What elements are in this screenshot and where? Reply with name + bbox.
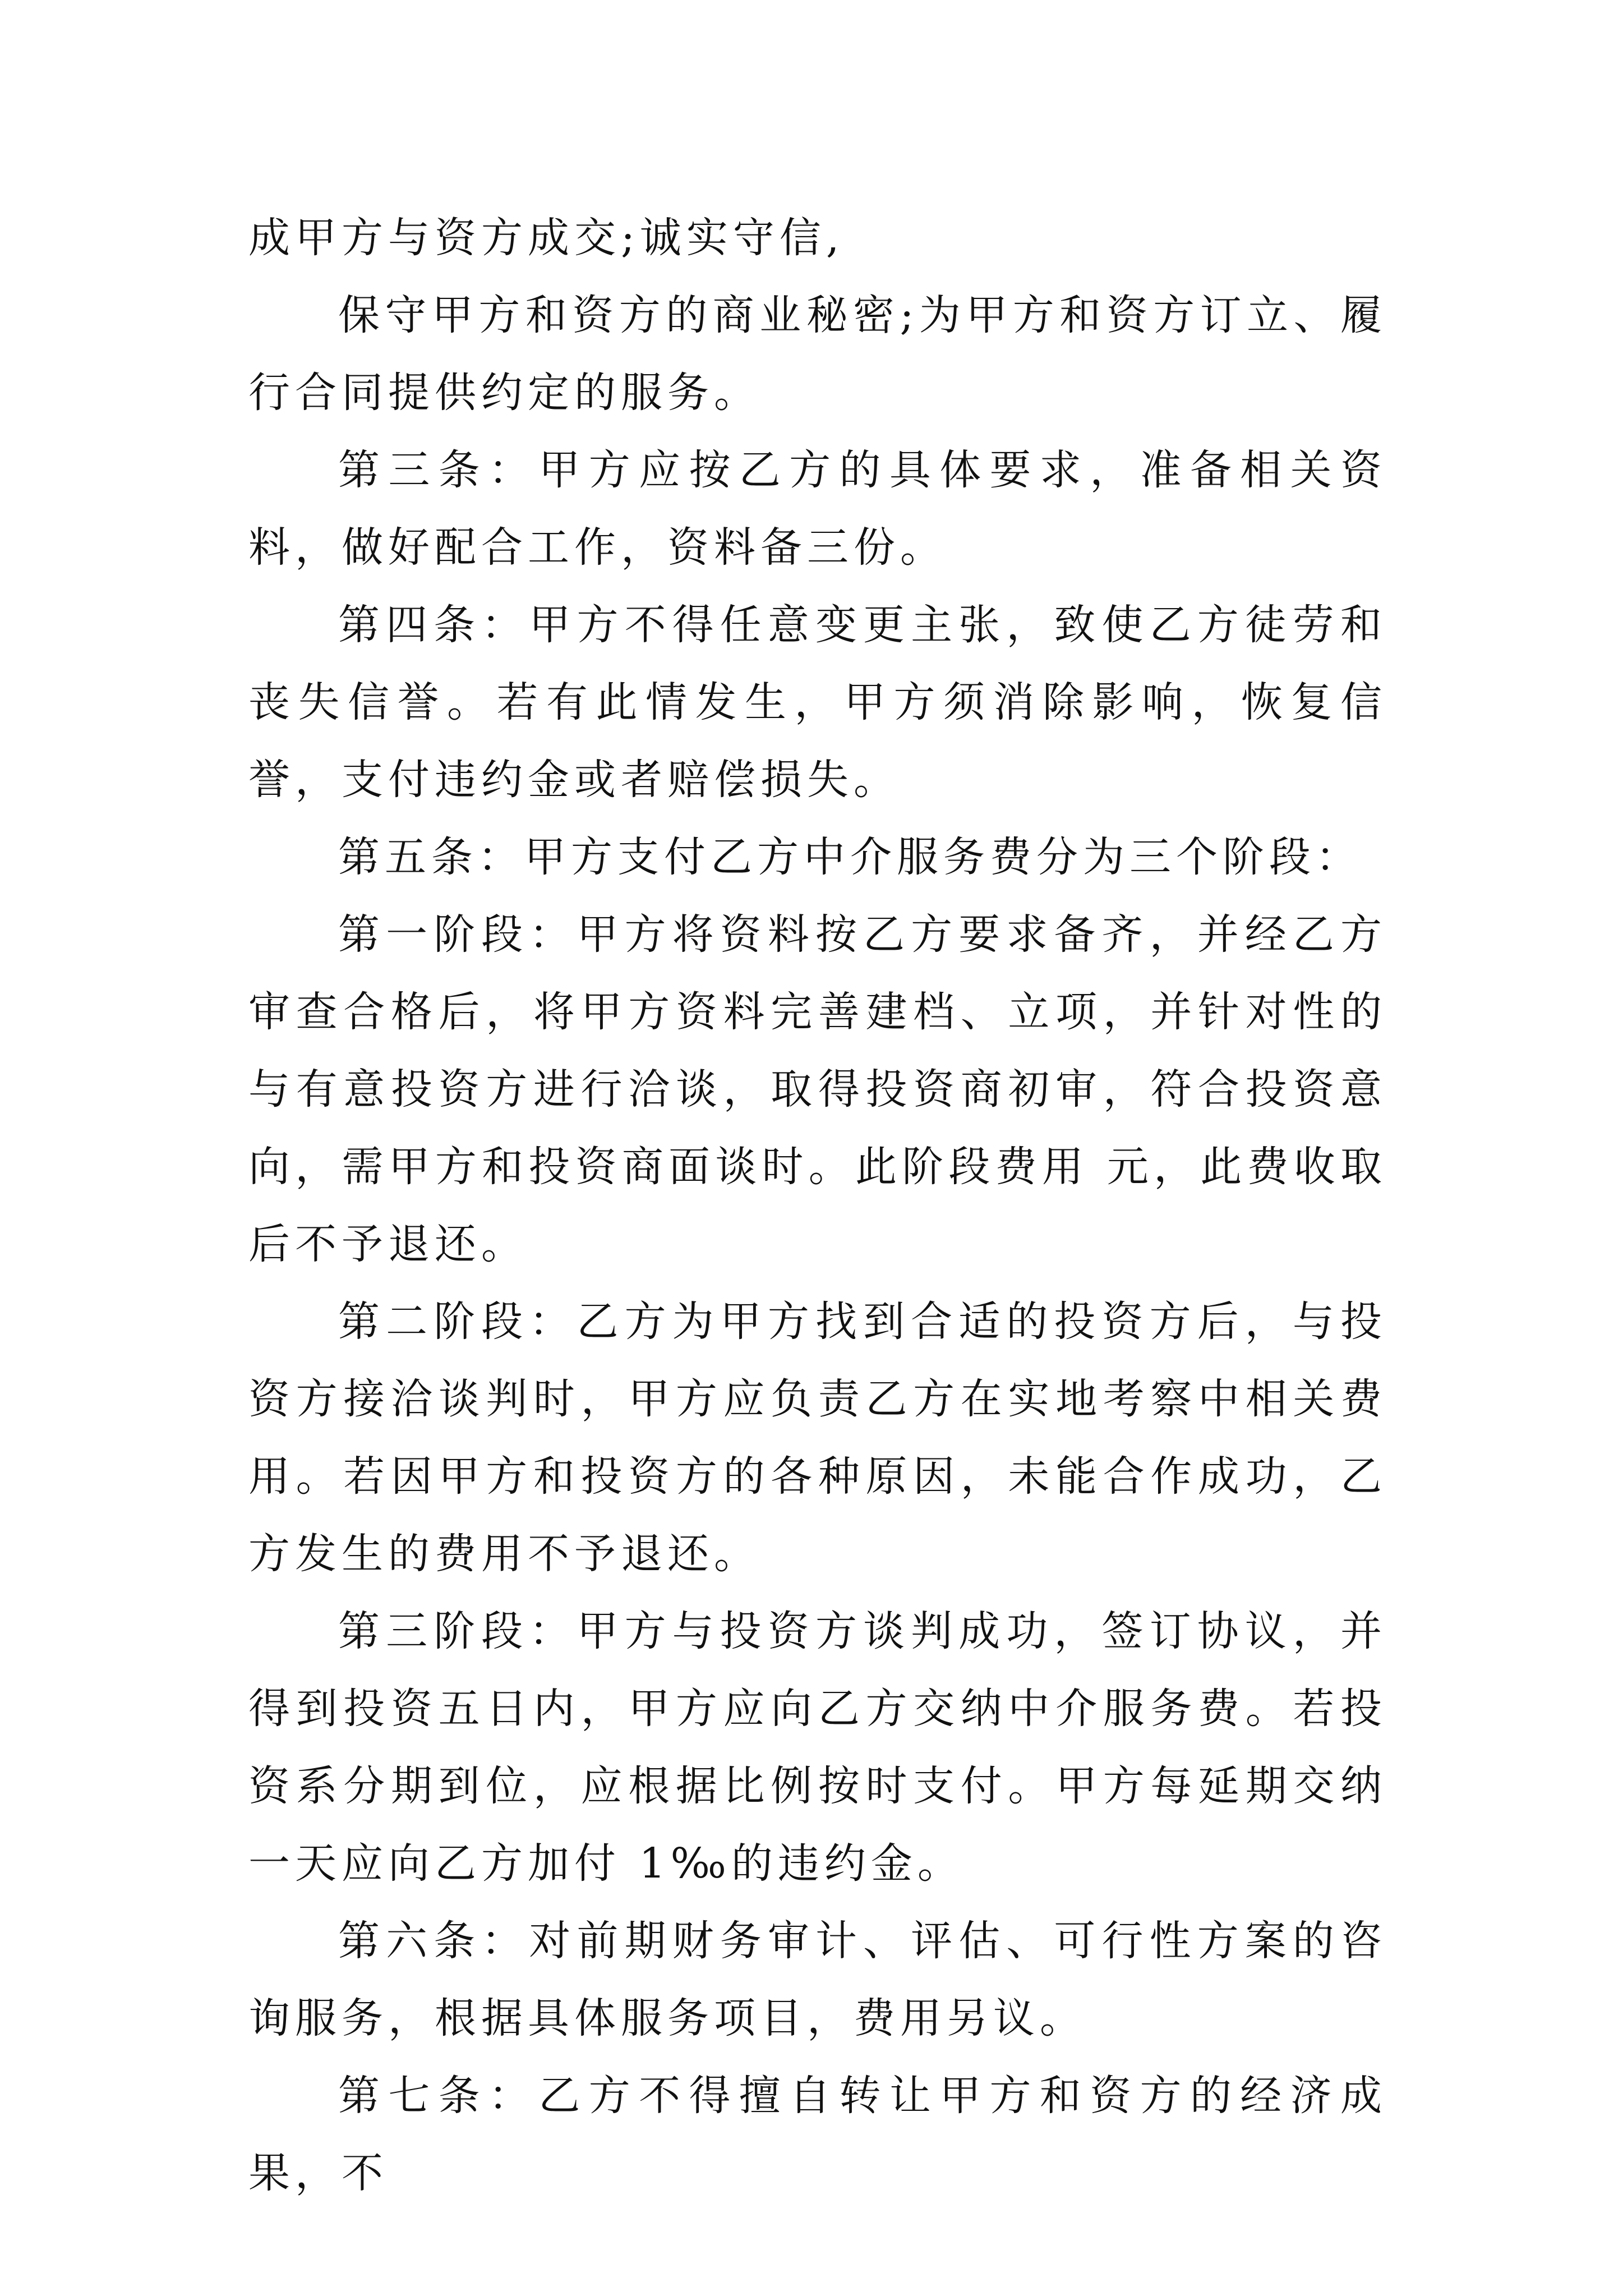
paragraph-article-7: 第七条：乙方不得擅自转让甲方和资方的经济成果，不	[248, 2072, 1387, 2197]
paragraph-stage-3: 第三阶段：甲方与投资方谈判成功，签订协议，并得到投资五日内，甲方应向乙方交纳中介服务费。若投资系分期到位，应根据比例按时支付。甲方每延期交纳一天应向乙方加付 1‰的违约金。	[248, 1607, 1387, 1888]
paragraph-stage-2: 第二阶段：乙方为甲方找到合适的投资方后，与投资方接洽谈判时，甲方应负责乙方在实地考察中相关费用。若因甲方和投资方的各种原因，未能合作成功，乙方发生的费用不予退还。	[248, 1297, 1387, 1578]
paragraph-article-5: 第五条：甲方支付乙方中介服务费分为三个阶段：	[338, 833, 1362, 881]
paragraph-2: 保守甲方和资方的商业秘密;为甲方和资方订立、履行合同提供约定的服务。	[248, 291, 1387, 417]
paragraph-article-6: 第六条：对前期财务审计、评估、可行性方案的咨询服务，根据具体服务项目，费用另议。	[248, 1917, 1387, 2042]
paragraph-article-4: 第四条：甲方不得任意变更主张，致使乙方徒劳和丧失信誉。若有此情发生，甲方须消除影响，恢复信誉，支付违约金或者赔偿损失。	[248, 601, 1387, 804]
paragraph-article-3: 第三条：甲方应按乙方的具体要求，准备相关资料，做好配合工作，资料备三份。	[248, 446, 1387, 572]
paragraph-stage-1: 第一阶段：甲方将资料按乙方要求备齐，并经乙方审查合格后，将甲方资料完善建档、立项，并针对性的与有意投资方进行洽谈，取得投资商初审，符合投资意向，需甲方和投资商面谈时。此阶段费用 元，此费收取后不予退还。	[248, 910, 1387, 1268]
paragraph-1: 成甲方与资方成交;诚实守信,	[248, 214, 845, 262]
document-body	[248, 199, 1387, 2212]
